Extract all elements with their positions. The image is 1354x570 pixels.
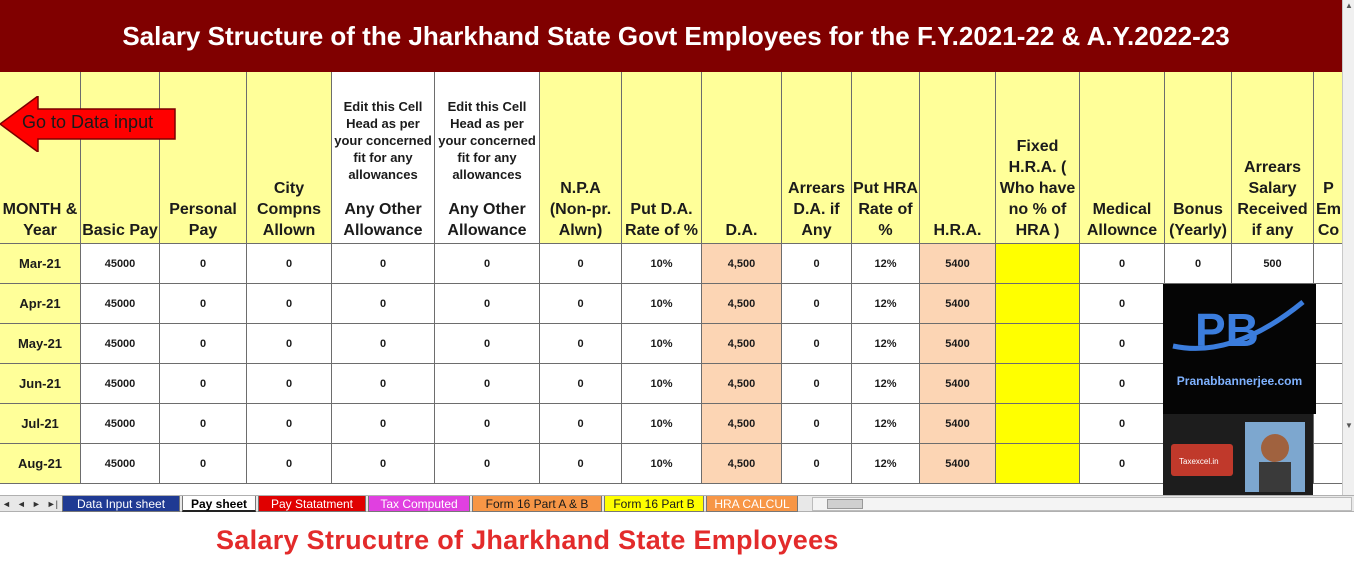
table-row (0, 324, 1342, 364)
logo-site-text: Pranabbannerjee.com (1176, 374, 1303, 388)
table-cell[interactable]: 0 (782, 284, 852, 324)
table-cell[interactable]: 0 (1080, 284, 1165, 324)
table-cell[interactable]: 0 (332, 364, 435, 404)
table-cell[interactable]: 0 (540, 324, 622, 364)
column-header-label: Any Other Allowance (447, 201, 527, 239)
sheet-title: Salary Structure of the Jharkhand State Govt Employees for the F.Y.2021-22 & A.Y.2022-23 (122, 20, 1230, 51)
edit-note: Edit this Cell Head as per your concerned fit for any allowances (334, 99, 432, 182)
table-cell[interactable]: 0 (782, 364, 852, 404)
go-to-data-input-label: Go to Data input (22, 112, 154, 132)
table-cell[interactable]: 0 (782, 444, 852, 484)
table-cell[interactable]: 5400 (920, 284, 996, 324)
table-cell[interactable]: 0 (782, 324, 852, 364)
table-cell[interactable]: 0 (160, 444, 247, 484)
sheet-tab[interactable]: Form 16 Part A & B (472, 496, 602, 512)
month-cell[interactable]: Jun-21 (0, 364, 81, 404)
column-header[interactable] (1314, 72, 1342, 244)
caption-text: Salary Strucutre of Jharkhand State Employees (216, 525, 839, 555)
sheet-tab[interactable]: Pay sheet (182, 496, 256, 512)
logo-mark: PB (1195, 304, 1259, 356)
table-cell[interactable]: 4,500 (702, 244, 782, 284)
table-cell[interactable]: 0 (160, 404, 247, 444)
horizontal-scrollbar[interactable] (812, 497, 1352, 511)
table-cell[interactable]: 4,500 (702, 324, 782, 364)
sheet-title-banner (0, 0, 1342, 72)
table-cell[interactable]: 0 (435, 284, 540, 324)
table-cell[interactable]: 0 (1080, 244, 1165, 284)
table-cell[interactable]: 0 (435, 444, 540, 484)
table-cell[interactable]: 0 (332, 444, 435, 484)
column-header[interactable] (622, 72, 702, 244)
table-cell[interactable]: 0 (435, 364, 540, 404)
table-cell[interactable]: 0 (540, 444, 622, 484)
table-cell[interactable]: 0 (540, 284, 622, 324)
column-header-label: Basic Pay (82, 222, 158, 239)
table-cell[interactable]: 12% (852, 244, 920, 284)
month-cell[interactable]: Jul-21 (0, 404, 81, 444)
table-row (0, 404, 1342, 444)
table-cell[interactable]: 0 (332, 404, 435, 444)
table-cell[interactable]: 0 (247, 364, 332, 404)
table-cell[interactable]: 0 (247, 444, 332, 484)
column-header[interactable] (540, 72, 622, 244)
table-cell[interactable]: 12% (852, 284, 920, 324)
table-cell[interactable]: 45000 (81, 364, 160, 404)
table-cell[interactable]: 10% (622, 324, 702, 364)
column-header[interactable] (247, 72, 332, 244)
promo-graphic-icon (1163, 414, 1313, 495)
go-to-data-input-button[interactable] (0, 96, 176, 152)
sheet-nav-buttons (2, 496, 58, 512)
sheet-tab[interactable]: Form 16 Part B (604, 496, 704, 512)
pb-logo-icon (1163, 284, 1316, 414)
table-cell[interactable]: 5400 (920, 444, 996, 484)
sheet-nav-icon[interactable]: ►| (46, 499, 59, 509)
table-cell[interactable]: 12% (852, 444, 920, 484)
table-cell[interactable]: 0 (435, 404, 540, 444)
column-header[interactable] (702, 72, 782, 244)
column-header-label: P Em Co (1316, 180, 1341, 239)
column-header-label: Put D.A. Rate of % (625, 201, 698, 239)
table-cell[interactable]: 0 (247, 404, 332, 444)
column-header[interactable] (920, 72, 996, 244)
sheet-nav-icon[interactable]: ► (31, 499, 41, 509)
month-cell[interactable]: Apr-21 (0, 284, 81, 324)
table-cell[interactable]: 0 (1165, 244, 1232, 284)
table-cell[interactable]: 0 (540, 404, 622, 444)
table-cell[interactable]: 0 (247, 244, 332, 284)
table-cell[interactable]: 10% (622, 244, 702, 284)
table-cell[interactable]: 0 (1080, 404, 1165, 444)
table-cell[interactable]: 0 (435, 244, 540, 284)
taxexcel-promo-image (1163, 414, 1313, 495)
table-cell[interactable]: 0 (160, 244, 247, 284)
column-header-label: N.P.A (Non-pr. Alwn) (549, 180, 612, 239)
table-cell[interactable]: 500 (1232, 244, 1314, 284)
table-cell[interactable]: 10% (622, 364, 702, 404)
table-cell[interactable]: 45000 (81, 404, 160, 444)
table-cell[interactable]: 45000 (81, 244, 160, 284)
table-cell[interactable]: 0 (782, 404, 852, 444)
table-cell[interactable] (1314, 444, 1342, 484)
column-header-label: H.R.A. (933, 222, 982, 239)
table-cell[interactable]: 4,500 (702, 284, 782, 324)
month-cell[interactable]: May-21 (0, 324, 81, 364)
table-cell[interactable]: 10% (622, 444, 702, 484)
table-cell[interactable]: 4,500 (702, 444, 782, 484)
sheet-nav-icon[interactable]: ◄ (2, 499, 11, 509)
column-header-label: Fixed H.R.A. ( Who have no % of HRA ) (999, 138, 1076, 239)
table-cell[interactable]: 45000 (81, 444, 160, 484)
edit-note: Edit this Cell Head as per your concerned fit for any allowances (438, 99, 536, 182)
table-row (0, 364, 1342, 404)
column-header-label: Put HRA Rate of % (853, 180, 918, 239)
sheet-tab[interactable]: Data Input sheet (62, 496, 180, 512)
column-header-label: Medical Allownce (1086, 201, 1158, 239)
table-cell[interactable]: 5400 (920, 324, 996, 364)
month-cell[interactable]: Aug-21 (0, 444, 81, 484)
table-cell[interactable]: 4,500 (702, 364, 782, 404)
column-header-label: MONTH & Year (2, 201, 78, 239)
table-cell[interactable] (996, 244, 1080, 284)
sheet-tab[interactable]: Pay Statatment (258, 496, 366, 512)
column-header[interactable] (996, 72, 1080, 244)
column-header[interactable] (1232, 72, 1314, 244)
table-cell[interactable] (996, 404, 1080, 444)
table-row (0, 244, 1342, 284)
salary-grid (0, 72, 1342, 495)
column-header[interactable] (332, 72, 435, 244)
table-cell[interactable]: 45000 (81, 324, 160, 364)
table-cell[interactable] (1314, 284, 1342, 324)
table-row (0, 284, 1342, 324)
column-header-label: D.A. (725, 222, 758, 239)
month-cell[interactable]: Mar-21 (0, 244, 81, 284)
table-cell[interactable]: 12% (852, 364, 920, 404)
table-cell[interactable]: 0 (332, 284, 435, 324)
table-cell[interactable] (996, 444, 1080, 484)
horizontal-scroll-thumb[interactable] (827, 499, 863, 509)
sheet-tab-bar (0, 495, 1354, 512)
table-cell[interactable]: 0 (160, 324, 247, 364)
table-cell[interactable] (1314, 324, 1342, 364)
table-cell[interactable]: 0 (332, 244, 435, 284)
table-cell[interactable]: 0 (332, 324, 435, 364)
scroll-up-icon[interactable]: ▲ (1345, 1, 1353, 10)
column-header-label: Arrears Salary Received if any (1237, 159, 1308, 239)
table-cell[interactable]: 12% (852, 404, 920, 444)
table-cell[interactable] (1314, 364, 1342, 404)
column-header-label: Personal Pay (169, 201, 237, 239)
table-cell[interactable]: 0 (160, 284, 247, 324)
table-cell[interactable]: 0 (540, 244, 622, 284)
pb-logo-image (1163, 284, 1316, 414)
table-cell[interactable]: 0 (782, 244, 852, 284)
header-row (0, 72, 1342, 244)
table-cell[interactable]: 5400 (920, 244, 996, 284)
column-header-label: Any Other Allowance (343, 201, 423, 239)
table-cell[interactable] (996, 324, 1080, 364)
table-cell[interactable] (1314, 244, 1342, 284)
sheet-nav-icon[interactable]: ◄ (16, 499, 26, 509)
column-header-label: Bonus (Yearly) (1169, 201, 1227, 239)
table-cell[interactable]: 5400 (920, 364, 996, 404)
table-cell[interactable]: 5400 (920, 404, 996, 444)
table-cell[interactable]: 0 (1080, 324, 1165, 364)
table-cell[interactable]: 0 (1080, 364, 1165, 404)
table-cell[interactable]: 0 (247, 284, 332, 324)
table-cell[interactable] (996, 284, 1080, 324)
table-cell[interactable]: 10% (622, 284, 702, 324)
table-cell[interactable] (996, 364, 1080, 404)
column-header-label: Arrears D.A. if Any (788, 180, 845, 239)
sheet-tab[interactable]: HRA CALCUL (706, 496, 798, 512)
table-cell[interactable]: 45000 (81, 284, 160, 324)
column-header[interactable] (782, 72, 852, 244)
table-cell[interactable]: 12% (852, 324, 920, 364)
table-cell[interactable]: 0 (247, 324, 332, 364)
column-header[interactable] (1080, 72, 1165, 244)
column-header[interactable] (852, 72, 920, 244)
column-header[interactable] (1165, 72, 1232, 244)
column-header-label: City Compns Allown (257, 180, 321, 239)
table-cell[interactable]: 0 (1080, 444, 1165, 484)
promo-badge-text: Taxexcel.in (1179, 457, 1219, 466)
vertical-scrollbar[interactable] (1342, 0, 1354, 495)
table-cell[interactable]: 10% (622, 404, 702, 444)
table-cell[interactable]: 0 (540, 364, 622, 404)
sheet-tab[interactable]: Tax Computed (368, 496, 470, 512)
table-cell[interactable]: 4,500 (702, 404, 782, 444)
table-cell[interactable]: 0 (435, 324, 540, 364)
table-cell[interactable]: 0 (160, 364, 247, 404)
column-header[interactable] (435, 72, 540, 244)
table-cell[interactable] (1314, 404, 1342, 444)
scroll-down-icon[interactable]: ▼ (1345, 421, 1353, 430)
table-row (0, 444, 1342, 484)
